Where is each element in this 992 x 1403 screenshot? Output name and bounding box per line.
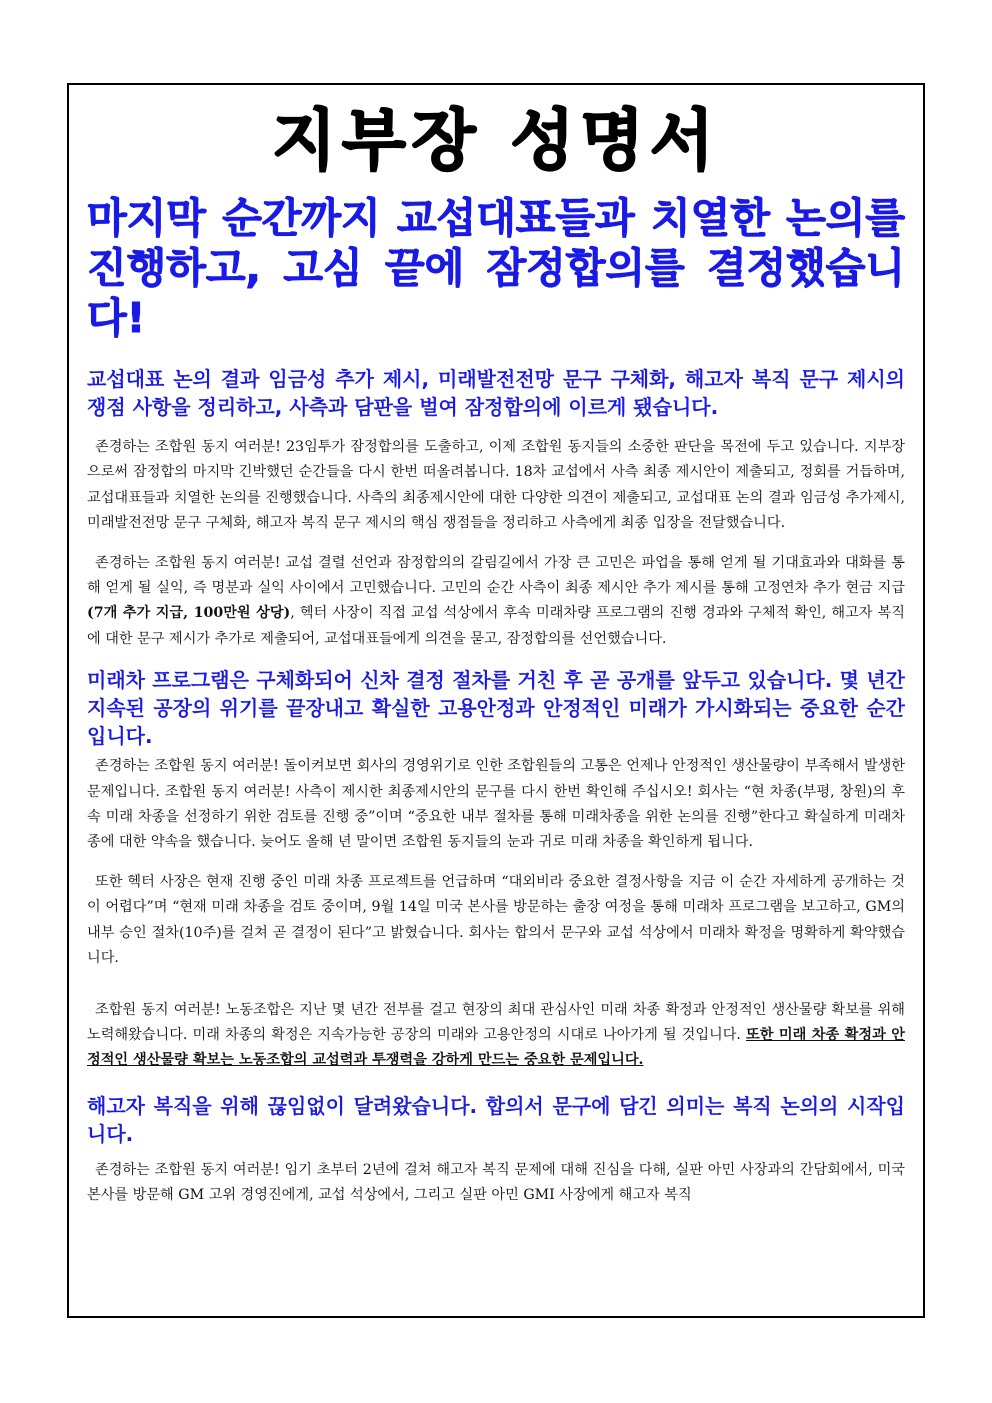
paragraph-4: 또한 헥터 사장은 현재 진행 중인 미래 차종 프로젝트를 언급하며 “대외비라 중요한 결정사항을 지금 이 순간 자세하게 공개하는 것이 어렵다”며 “현재 미래 차종을 검토 중이며, 9월 14일 미국 본사를 방문하는 출장 여정을 통해 미래차 프로그램을 보고하고, GM의 내부 승인 절차(10주)를 걸쳐 곧 결정이 된다”고 밝혔습니다. 회사는 합의서 문구와 교섭 석상에서 미래차 확정을 명확하게 확약했습니다.	[87, 873, 905, 967]
paragraph-5	[87, 998, 905, 1074]
headline-line-2: 진행하고, 고심 끝에 잠정합의를 결정했습니다!	[87, 244, 905, 342]
paragraph-5-text: 조합원 동지 여러분! 노동조합은 지난 몇 년간 전부를 걸고 현장의 최대 관심사인 미래 차종 확정과 안정적인 생산물량 확보를 위해 노력해왔습니다. 미래 차종의 확정은 지속가능한 공장의 미래와 고용안정의 시대로 나아가게 될 것입니다.	[87, 1001, 905, 1043]
document-frame	[67, 83, 925, 1318]
paragraph-1: 존경하는 조합원 동지 여러분! 23임투가 잠정합의를 도출하고, 이제 조합원 동지들의 소중한 판단을 목전에 두고 있습니다. 지부장으로써 잠정합의 마지막 긴박했던 순간들을 다시 한번 떠올려봅니다. 18차 교섭에서 사측 최종 제시안이 제출되고, 정회를 거듭하며, 교섭대표들과 치열한 논의를 진행했습니다. 사측의 최종제시안에 대한 다양한 의견이 제출되고, 교섭대표 논의 결과 임금성 추가제시, 미래발전전망 문구 구체화, 해고자 복직 문구 제시의 핵심 쟁점들을 정리하고 사측에게 최종 입장을 전달했습니다.	[87, 439, 905, 532]
headline-line-1: 마지막 순간까지 교섭대표들과 치열한 논의를	[87, 194, 905, 242]
paragraph-2	[87, 551, 905, 653]
headline	[87, 193, 905, 343]
paragraph-2-text-b: , 헥터 사장이 직접 교섭 석상에서 후속 미래차량 프로그램의 진행 경과와 구체적 확인, 해고자 복직에 대한 문구 제시가 추가로 제출되어, 교섭대표들에게 의견을 묻고, 잠정합의를 선언했습니다.	[87, 605, 905, 647]
paragraph-2-bold: (7개 추가 지급, 100만원 상당)	[87, 605, 291, 622]
section-heading-2: 미래차 프로그램은 구체화되어 신차 결정 절차를 거친 후 곧 공개를 앞두고 있습니다. 몇 년간 지속된 공장의 위기를 끝장내고 확실한 고용안정과 안정적인 미래가 가시화되는 중요한 순간입니다.	[87, 668, 905, 749]
paragraph-2-text-a: 존경하는 조합원 동지 여러분! 교섭 결렬 선언과 잠정합의의 갈림길에서 가장 큰 고민은 파업을 통해 얻게 될 기대효과와 대화를 통해 얻게 될 실익, 즉 명분과 실익 사이에서 고민했습니다. 고민의 순간 사측이 최종 제시안 추가 제시를 통해 고정연차 추가 현금 지급	[87, 554, 905, 597]
section-heading-3: 해고자 복직을 위해 끊임없이 달려왔습니다. 합의서 문구에 담긴 의미는 복직 논의의 시작입니다.	[87, 1093, 905, 1146]
paragraph-5-underlined: 또한 미래 차종 확정과 안정적인 생산물량 확보는 노동조합의 교섭력과 투쟁력을 강하게 만드는 중요한 문제입니다.	[87, 1026, 905, 1069]
paragraph-3: 존경하는 조합원 동지 여러분! 돌이켜보면 회사의 경영위기로 인한 조합원들의 고통은 언제나 안정적인 생산물량이 부족해서 발생한 문제입니다. 조합원 동지 여러분! 사측이 제시한 최종제시안의 문구를 다시 한번 확인해 주십시오! 회사는 “현 차종(부평, 창원)의 후속 미래 차종을 선정하기 위한 검토를 진행 중”이며 “중요한 내부 절차를 통해 미래차종을 위한 논의를 진행”한다고 확실하게 미래차종에 대한 약속을 했습니다. 늦어도 올해 년 말이면 조합원 동지들의 눈과 귀로 미래 차종을 확인하게 됩니다.	[87, 758, 905, 851]
section-heading-1: 교섭대표 논의 결과 임금성 추가 제시, 미래발전전망 문구 구체화, 해고자 복직 문구 제시의 쟁점 사항을 정리하고, 사측과 담판을 벌여 잠정합의에 이르게 됐습니다.	[87, 367, 905, 419]
document-title: 지부장 성명서	[272, 102, 720, 179]
paragraph-6: 존경하는 조합원 동지 여러분! 임기 초부터 2년에 걸쳐 해고자 복직 문제에 대해 진심을 다해, 실판 아민 사장과의 간담회에서, 미국 본사를 방문해 GM 고위 경영진에게, 교섭 석상에서, 그리고 실판 아민 GMI 사장에게 해고자 복직	[87, 1161, 905, 1204]
